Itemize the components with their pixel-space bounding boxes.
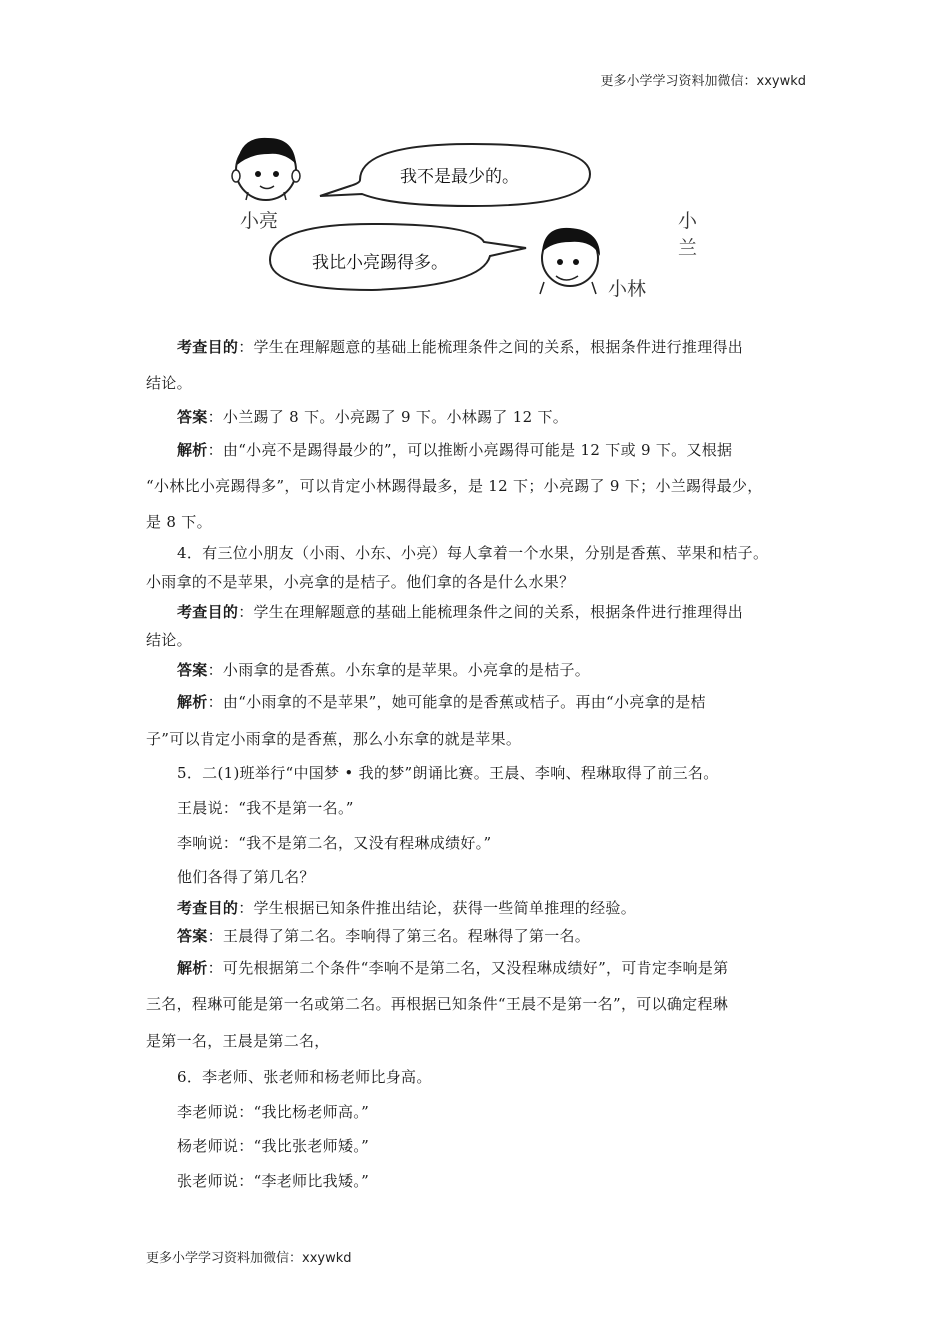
q4-analysis-label: 解析 — [177, 693, 208, 711]
q5-quote-1: 王晨说：“我不是第一名。” — [177, 799, 354, 817]
q4-purpose-line-1 — [177, 602, 743, 622]
xiaolin-figure — [540, 228, 600, 294]
q5-analysis-line-3: 是第一名，王晨是第二名， — [146, 1032, 330, 1050]
q3-answer-text: ：小兰踢了 8 下。小亮踢了 9 下。小林踢了 12 下。 — [207, 408, 569, 426]
label-xiaolin: 小林 — [608, 278, 647, 300]
q3-purpose-line-2: 结论。 — [146, 374, 192, 392]
q4-purpose-text-1: ：学生在理解题意的基础上能梳理条件之间的关系，根据条件进行推理得出 — [238, 603, 744, 621]
q3-purpose-line-1 — [177, 337, 743, 357]
q5-answer-text: ：王晨得了第二名。李响得了第三名。程琳得了第一名。 — [207, 927, 591, 945]
page-footer: 更多小学学习资料加微信：xxywkd — [146, 1251, 352, 1266]
q6-quote-3: 张老师说：“李老师比我矮。” — [177, 1172, 370, 1190]
q4-purpose-line-2: 结论。 — [146, 631, 192, 649]
q3-analysis-line-3: 是 8 下。 — [146, 513, 212, 531]
q4-answer-label: 答案 — [177, 661, 208, 679]
q4-analysis-line-1 — [177, 692, 706, 712]
illustration-drawing — [222, 130, 662, 300]
q3-answer-line — [177, 407, 568, 427]
q4-analysis-text-1: ：由“小雨拿的不是苹果”，她可能拿的是香蕉或桔子。再由“小亮拿的是桔 — [207, 693, 706, 711]
xiaoliang-figure — [232, 138, 300, 200]
q6-quote-1: 李老师说：“我比杨老师高。” — [177, 1103, 370, 1121]
q3-purpose-label: 考查目的 — [177, 338, 239, 356]
q3-analysis-label: 解析 — [177, 441, 208, 459]
q3-analysis-text-1: ：由“小亮不是踢得最少的”，可以推断小亮踢得可能是 12 下或 9 下。又根据 — [207, 441, 733, 459]
q4-answer-line — [177, 660, 590, 680]
bubble-1-text: 我不是最少的。 — [400, 167, 519, 187]
q5-question-line-1: 5．二(1)班举行“中国梦 • 我的梦”朗诵比赛。王晨、李响、程琳取得了前三名。 — [177, 764, 719, 782]
q5-analysis-line-1 — [177, 958, 728, 978]
q3-analysis-line-2: “小林比小亮踢得多”，可以肯定小林踢得最多，是 12 下；小亮踢了 9 下；小兰踢得最少， — [146, 477, 763, 495]
q5-analysis-label: 解析 — [177, 959, 208, 977]
page-header: 更多小学学习资料加微信：xxywkd — [600, 74, 806, 89]
illustration — [222, 130, 698, 300]
q3-answer-label: 答案 — [177, 408, 208, 426]
q5-purpose-line — [177, 898, 636, 918]
q3-purpose-text-1: ：学生在理解题意的基础上能梳理条件之间的关系，根据条件进行推理得出 — [238, 338, 744, 356]
q4-answer-text: ：小雨拿的是香蕉。小东拿的是苹果。小亮拿的是桔子。 — [207, 661, 591, 679]
q4-question-line-2: 小雨拿的不是苹果，小亮拿的是桔子。他们拿的各是什么水果？ — [146, 573, 575, 591]
label-xiaolan: 小兰 — [678, 210, 698, 259]
q4-purpose-label: 考查目的 — [177, 603, 239, 621]
q6-question: 6．李老师、张老师和杨老师比身高。 — [177, 1068, 432, 1086]
q5-answer-label: 答案 — [177, 927, 208, 945]
q5-analysis-line-2: 三名，程琳可能是第一名或第二名。再根据已知条件“王晨不是第一名”，可以确定程琳 — [146, 995, 729, 1013]
q4-analysis-line-2: 子”可以肯定小雨拿的是香蕉，那么小东拿的就是苹果。 — [146, 730, 522, 748]
q5-question-line-2: 他们各得了第几名？ — [177, 868, 315, 886]
label-xiaoliang: 小亮 — [240, 210, 279, 232]
q6-quote-2: 杨老师说：“我比张老师矮。” — [177, 1137, 370, 1155]
q4-question-line-1: 4．有三位小朋友（小雨、小东、小亮）每人拿着一个水果，分别是香蕉、苹果和桔子。 — [177, 544, 769, 562]
q5-purpose-label: 考查目的 — [177, 899, 239, 917]
q5-quote-2: 李响说：“我不是第二名，又没有程琳成绩好。” — [177, 834, 492, 852]
q3-analysis-line-1 — [177, 440, 732, 460]
q5-analysis-text-1: ：可先根据第二个条件“李响不是第二名，又没程琳成绩好”，可肯定李响是第 — [207, 959, 729, 977]
q5-purpose-text: ：学生根据已知条件推出结论，获得一些简单推理的经验。 — [238, 899, 637, 917]
bubble-2-text: 我比小亮踢得多。 — [312, 253, 448, 273]
q5-answer-line — [177, 926, 590, 946]
